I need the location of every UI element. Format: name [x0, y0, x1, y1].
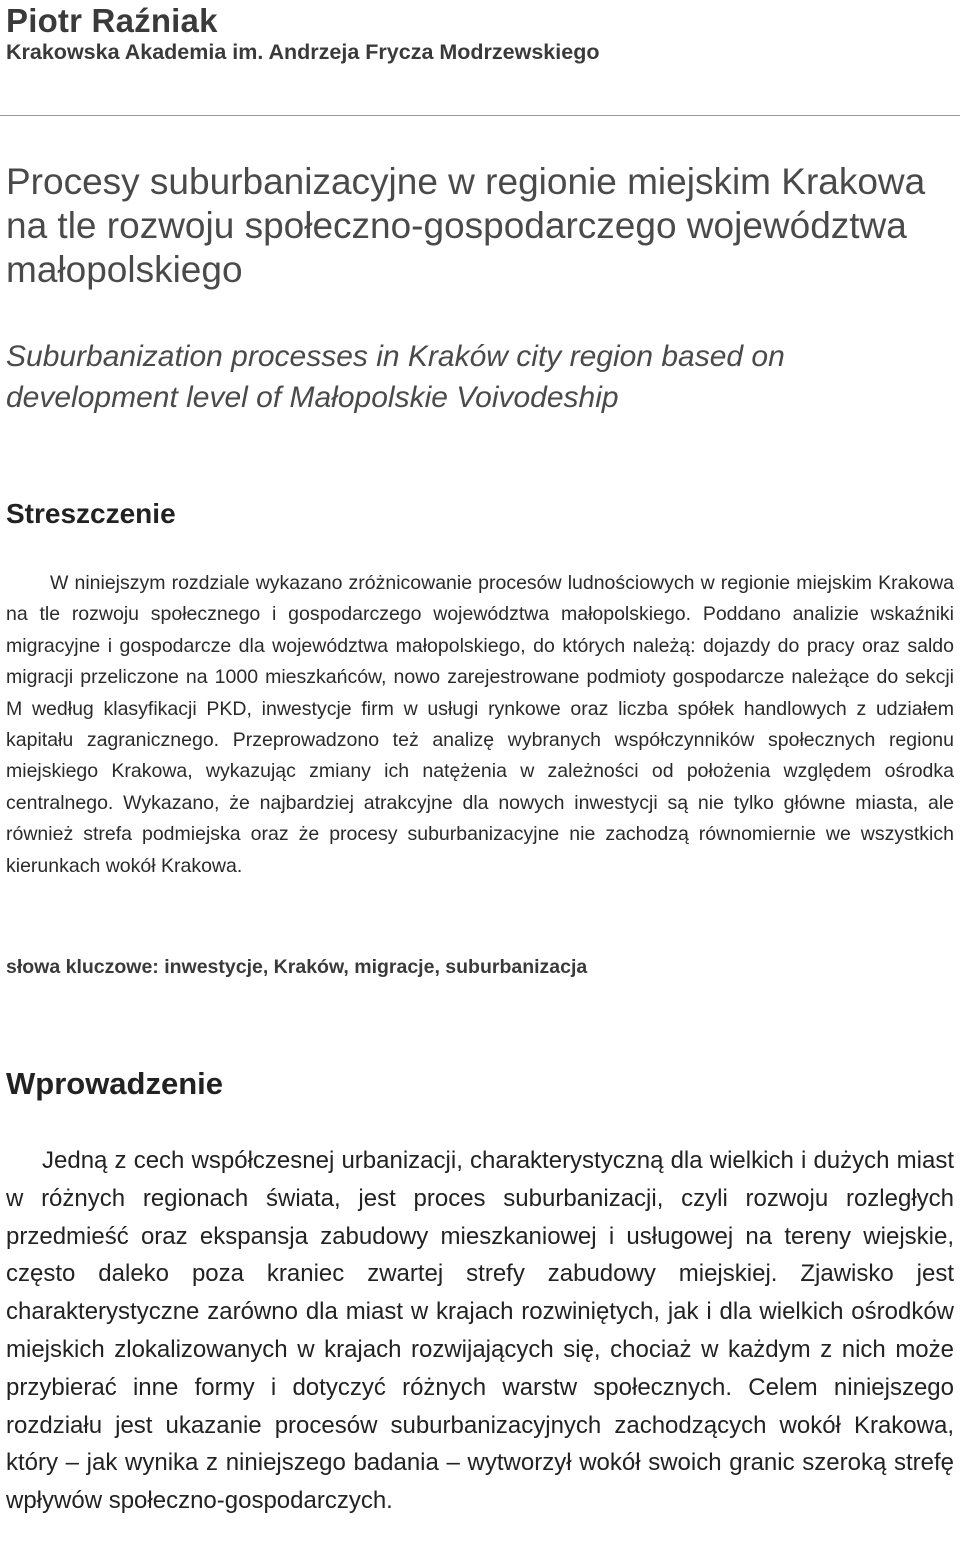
- chapter-title-english: Suburbanization processes in Kraków city region based on development level of Małopolskie Voivodeship: [6, 340, 785, 414]
- chapter-title-polish: Procesy suburbanizacyjne w regionie miejskim Krakowa na tle rozwoju społeczno-gospodarczego województwa małopolskiego: [6, 161, 926, 290]
- abstract-heading: Streszczenie: [6, 498, 176, 529]
- header-divider: [0, 115, 960, 116]
- keywords: słowa kluczowe: inwestycje, Kraków, migracje, suburbanizacja: [6, 956, 588, 978]
- author-affiliation: Krakowska Akademia im. Andrzeja Frycza Modrzewskiego: [6, 40, 600, 64]
- introduction-heading: Wprowadzenie: [6, 1066, 224, 1101]
- author-name: Piotr Raźniak: [6, 2, 218, 39]
- abstract-text: W niniejszym rozdziale wykazano zróżnicowanie procesów ludnościowych w regionie miejskim Krakowa na tle rozwoju społecznego i gospodarczego województwa małopolskiego. Poddano analizie wskaźniki migracyjne i gospodarcze dla województwa małopolskiego, do których należą: dojazdy do pracy oraz saldo migracji przeliczone na 1000 mieszkańców, nowo zarejestrowane podmioty gospodarcze należące do sekcji M według klasyfikacji PKD, inwestycje firm w usługi rynkowe oraz liczba spółek handlowych z udziałem kapitału zagranicznego. Przeprowadzono też analizę wybranych współczynników społecznych regionu miejskiego Krakowa, wykazując zmiany ich natężenia w zależności od położenia względem ośrodka centralnego. Wykazano, że najbardziej atrakcyjne dla nowych inwestycji są nie tylko główne miasta, ale również strefa podmiejska oraz że procesy suburbanizacyjne nie zachodzą równomiernie we wszystkich kierunkach wokół Krakowa.: [6, 572, 954, 877]
- introduction-text: Jedną z cech współczesnej urbanizacji, charakterystyczną dla wielkich i dużych miast w różnych regionach świata, jest proces suburbanizacji, czyli rozwoju rozległych przedmieść oraz ekspansja zabudowy mieszkaniowej i usługowej na tereny wiejskie, często daleko poza kraniec zwartej strefy zabudowy miejskiej. Zjawisko jest charakterystyczne zarówno dla miast w krajach rozwiniętych, jak i dla wielkich ośrodków miejskich zlokalizowanych w krajach rozwijających się, chociaż w każdym z nich może przybierać inne formy i dotyczyć różnych warstw społecznych. Celem niniejszego rozdziału jest ukazanie procesów suburbanizacyjnych zachodzących wokół Krakowa, który – jak wynika z niniejszego badania – wytworzył wokół swoich granic szeroką strefę wpływów społeczno-gospodarczych.: [6, 1147, 954, 1515]
